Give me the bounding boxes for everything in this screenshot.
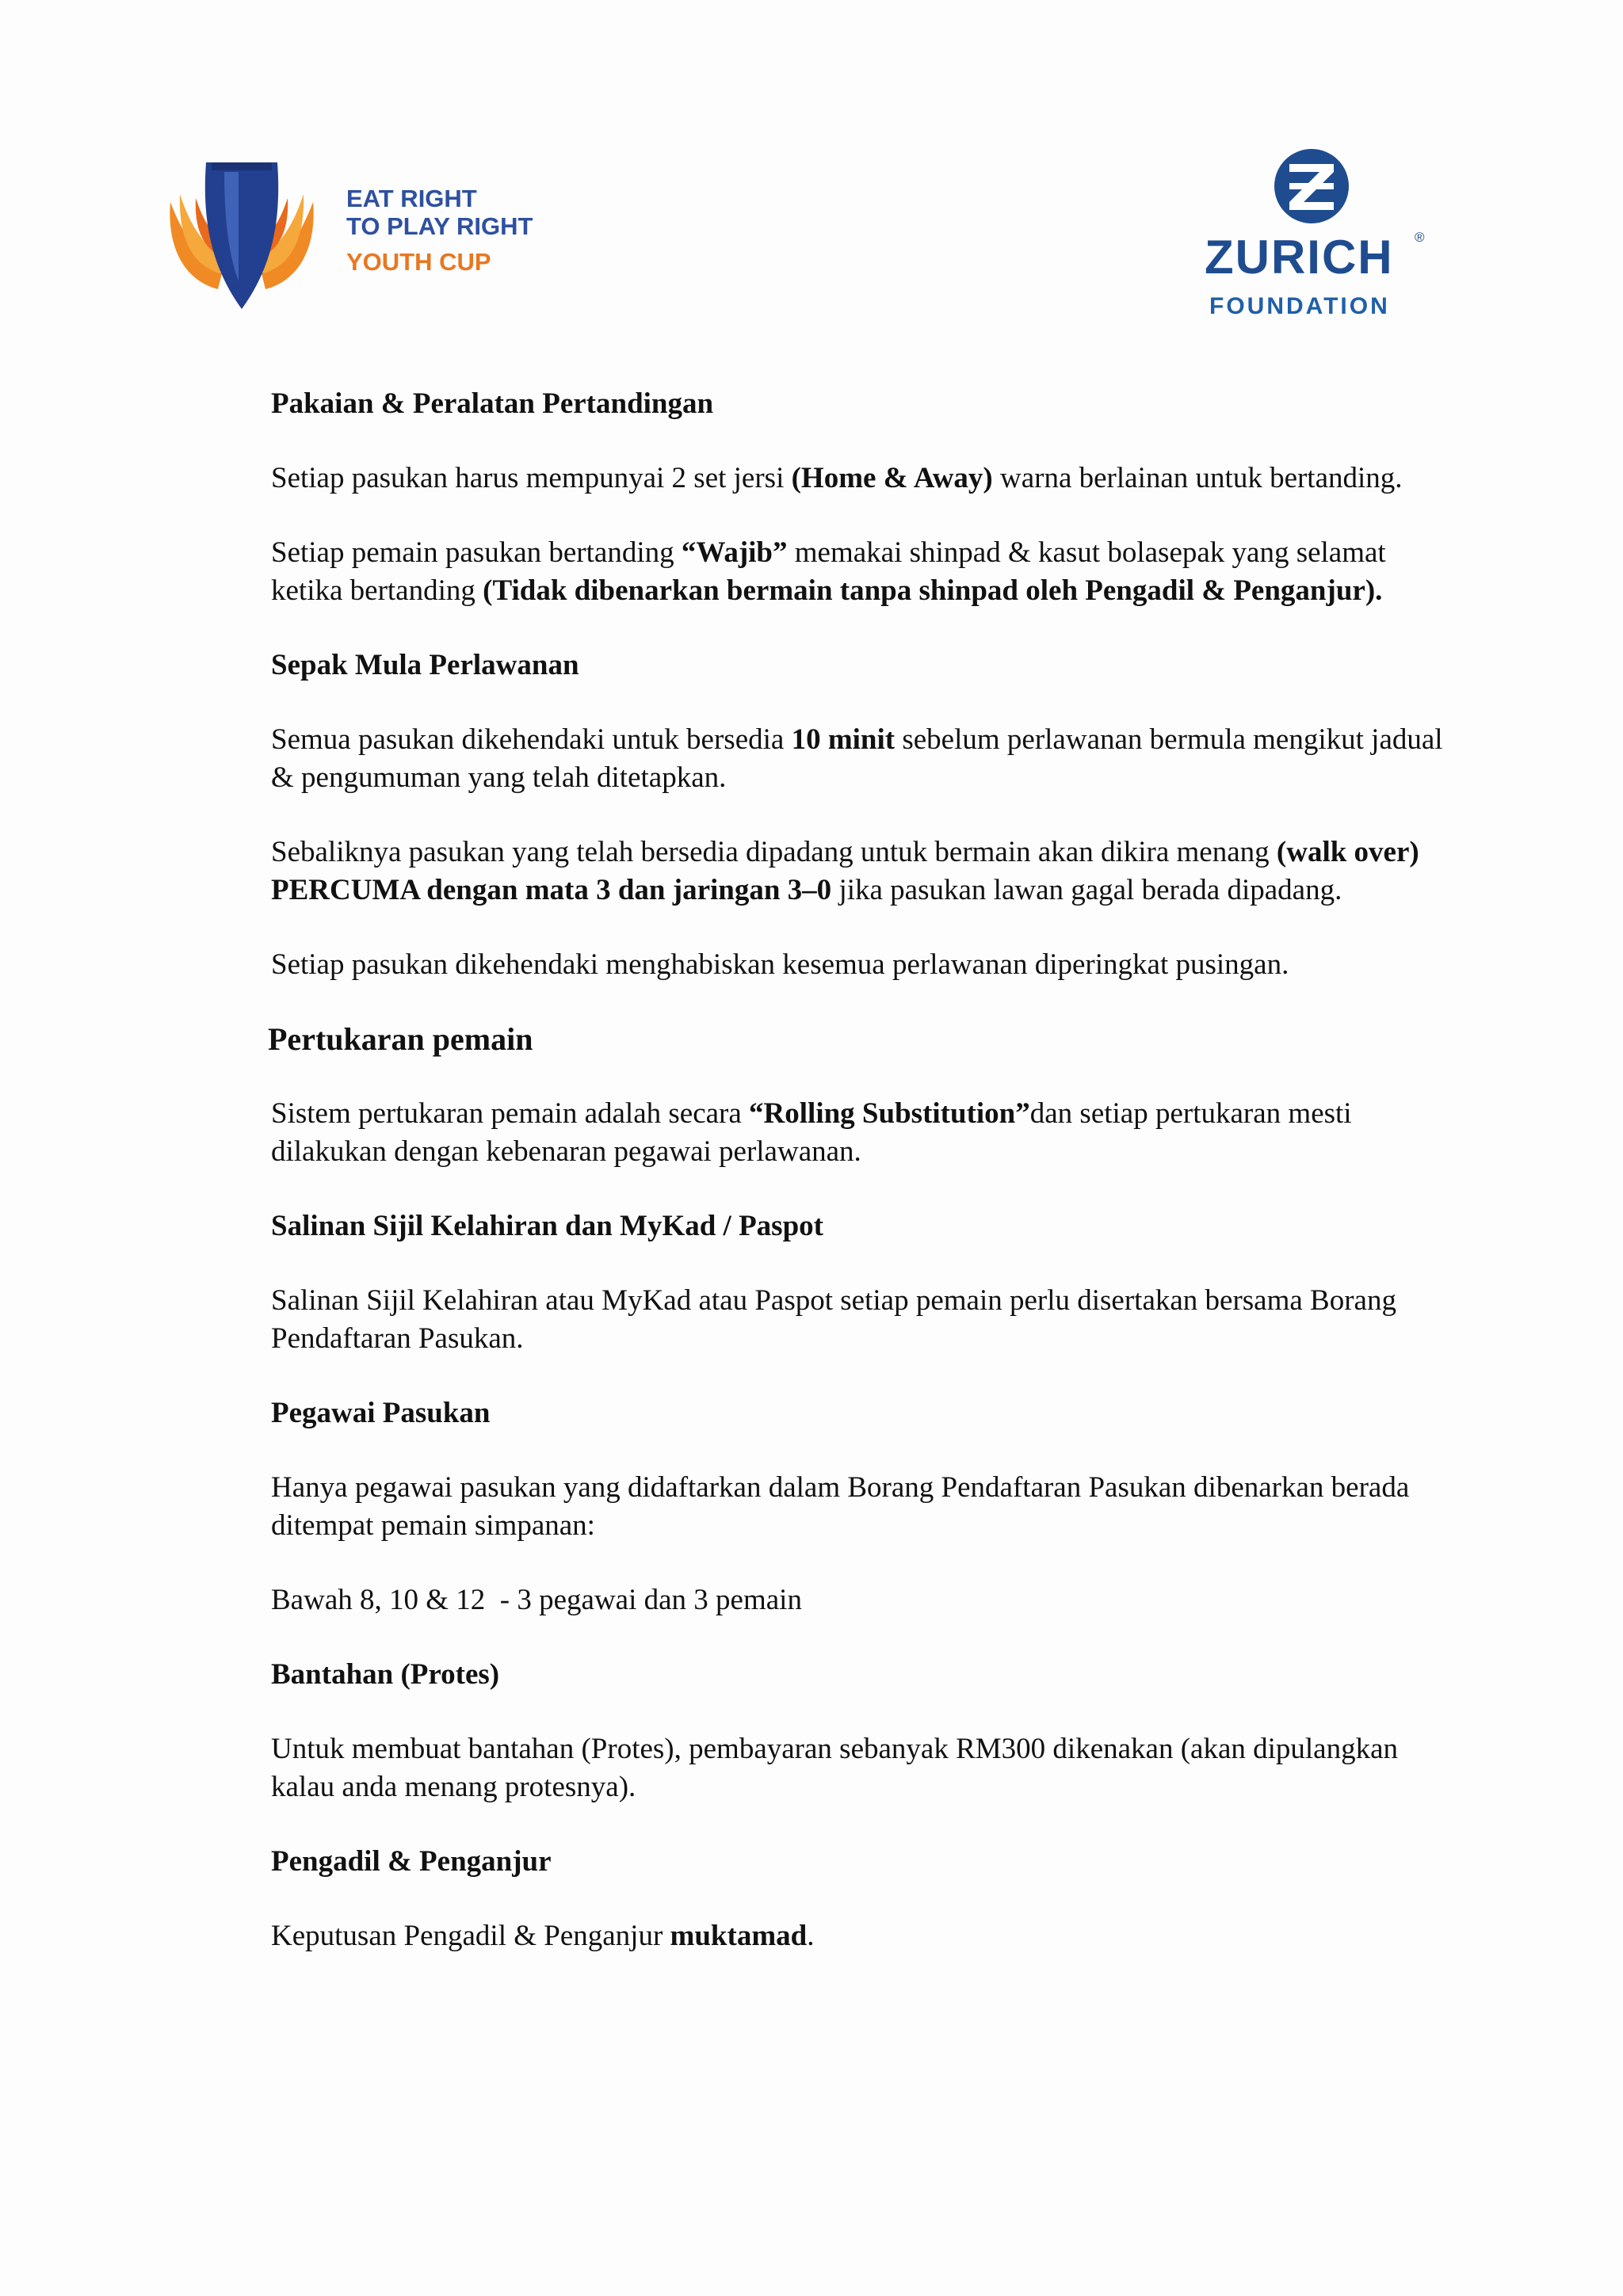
- text-span: jika pasukan lawan gagal berada dipadang.: [831, 874, 1342, 906]
- text-span: Keputusan Pengadil & Penganjur: [271, 1920, 670, 1952]
- paragraph-walk-over: [271, 833, 1460, 910]
- section-title-pegawai: Pegawai Pasukan: [271, 1397, 491, 1429]
- text-span: memakai shinpad & kasut bolasepak yang selamat ketika bertanding: [271, 536, 1386, 607]
- bold-span: muktamad: [670, 1920, 808, 1952]
- zurich-z-icon: [1272, 147, 1351, 226]
- logo-line-1: EAT RIGHT: [346, 185, 477, 212]
- paragraph-bawah: Bawah 8, 10 & 12 - 3 pegawai dan 3 pemain: [271, 1584, 802, 1616]
- paragraph-salinan: Salinan Sijil Kelahiran atau MyKad atau Paspot setiap pemain perlu disertakan bersama Borang Pendaftaran Pasukan.: [271, 1284, 1396, 1355]
- bold-span: (Tidak dibenarkan bermain tanpa shinpad oleh Pengadil & Penganjur).: [483, 574, 1383, 607]
- paragraph-jersi: [271, 460, 1460, 498]
- foundation-wordmark: FOUNDATION: [1209, 293, 1390, 319]
- section-title-sepak-mula: Sepak Mula Perlawanan: [271, 649, 579, 681]
- text-span: Semua pasukan dikehendaki untuk bersedia: [271, 723, 792, 756]
- text-span: sebelum perlawanan bermula mengikut jadual & pengumuman yang telah ditetapkan.: [271, 723, 1443, 794]
- section-title-salinan: Salinan Sijil Kelahiran dan MyKad / Paspot: [271, 1210, 823, 1242]
- text-span: warna berlainan untuk bertanding.: [992, 462, 1403, 494]
- paragraph-keputusan: [271, 1917, 1460, 1955]
- trophy-wings-icon: [162, 154, 321, 313]
- document-body: [268, 385, 1460, 1992]
- registered-mark: ®: [1415, 230, 1425, 245]
- bold-span: “Rolling Substitution”: [749, 1097, 1030, 1130]
- bold-span: 10 minit: [791, 723, 896, 756]
- zurich-wordmark: ZURICH: [1205, 231, 1394, 284]
- youth-cup-logo: [162, 154, 559, 313]
- text-span: dan setiap pertukaran mesti dilakukan dengan kebenaran pegawai perlawanan.: [271, 1097, 1352, 1168]
- paragraph-pusingan: Setiap pasukan dikehendaki menghabiskan kesemua perlawanan diperingkat pusingan.: [271, 948, 1289, 981]
- text-span: Sebaliknya pasukan yang telah bersedia dipadang untuk bermain akan dikira menang: [271, 836, 1277, 868]
- page-header: [0, 0, 1623, 349]
- paragraph-bantahan: Untuk membuat bantahan (Protes), pembayaran sebanyak RM300 dikenakan (akan dipulangkan kalau anda menang protesnya).: [271, 1733, 1399, 1803]
- paragraph-pegawai: Hanya pegawai pasukan yang didaftarkan dalam Borang Pendaftaran Pasukan dibenarkan berada ditempat pemain simpanan:: [271, 1471, 1410, 1542]
- text-span: .: [807, 1920, 815, 1952]
- text-span: Setiap pemain pasukan bertanding: [271, 536, 682, 569]
- bold-span: (walk over) PERCUMA dengan mata 3 dan jaringan 3–0: [271, 836, 1419, 906]
- section-title-pengadil: Pengadil & Penganjur: [271, 1845, 552, 1878]
- logo-line-2: TO PLAY RIGHT: [346, 212, 533, 240]
- section-title-bantahan: Bantahan (Protes): [271, 1658, 500, 1691]
- paragraph-rolling: [271, 1095, 1460, 1171]
- bold-span: “Wajib”: [681, 536, 788, 569]
- paragraph-bersedia: [271, 721, 1460, 797]
- zurich-foundation-logo: [1205, 147, 1442, 329]
- bold-span: (Home & Away): [791, 462, 993, 494]
- youth-cup-logo-text: [346, 185, 533, 276]
- section-title-pertukaran: Pertukaran pemain: [268, 1021, 533, 1057]
- paragraph-shinpad: [271, 534, 1460, 610]
- text-span: Setiap pasukan harus mempunyai 2 set jersi: [271, 462, 792, 494]
- text-span: Sistem pertukaran pemain adalah secara: [271, 1097, 750, 1130]
- section-title-pakaian: Pakaian & Peralatan Pertandingan: [271, 387, 714, 420]
- logo-line-3: YOUTH CUP: [346, 248, 491, 276]
